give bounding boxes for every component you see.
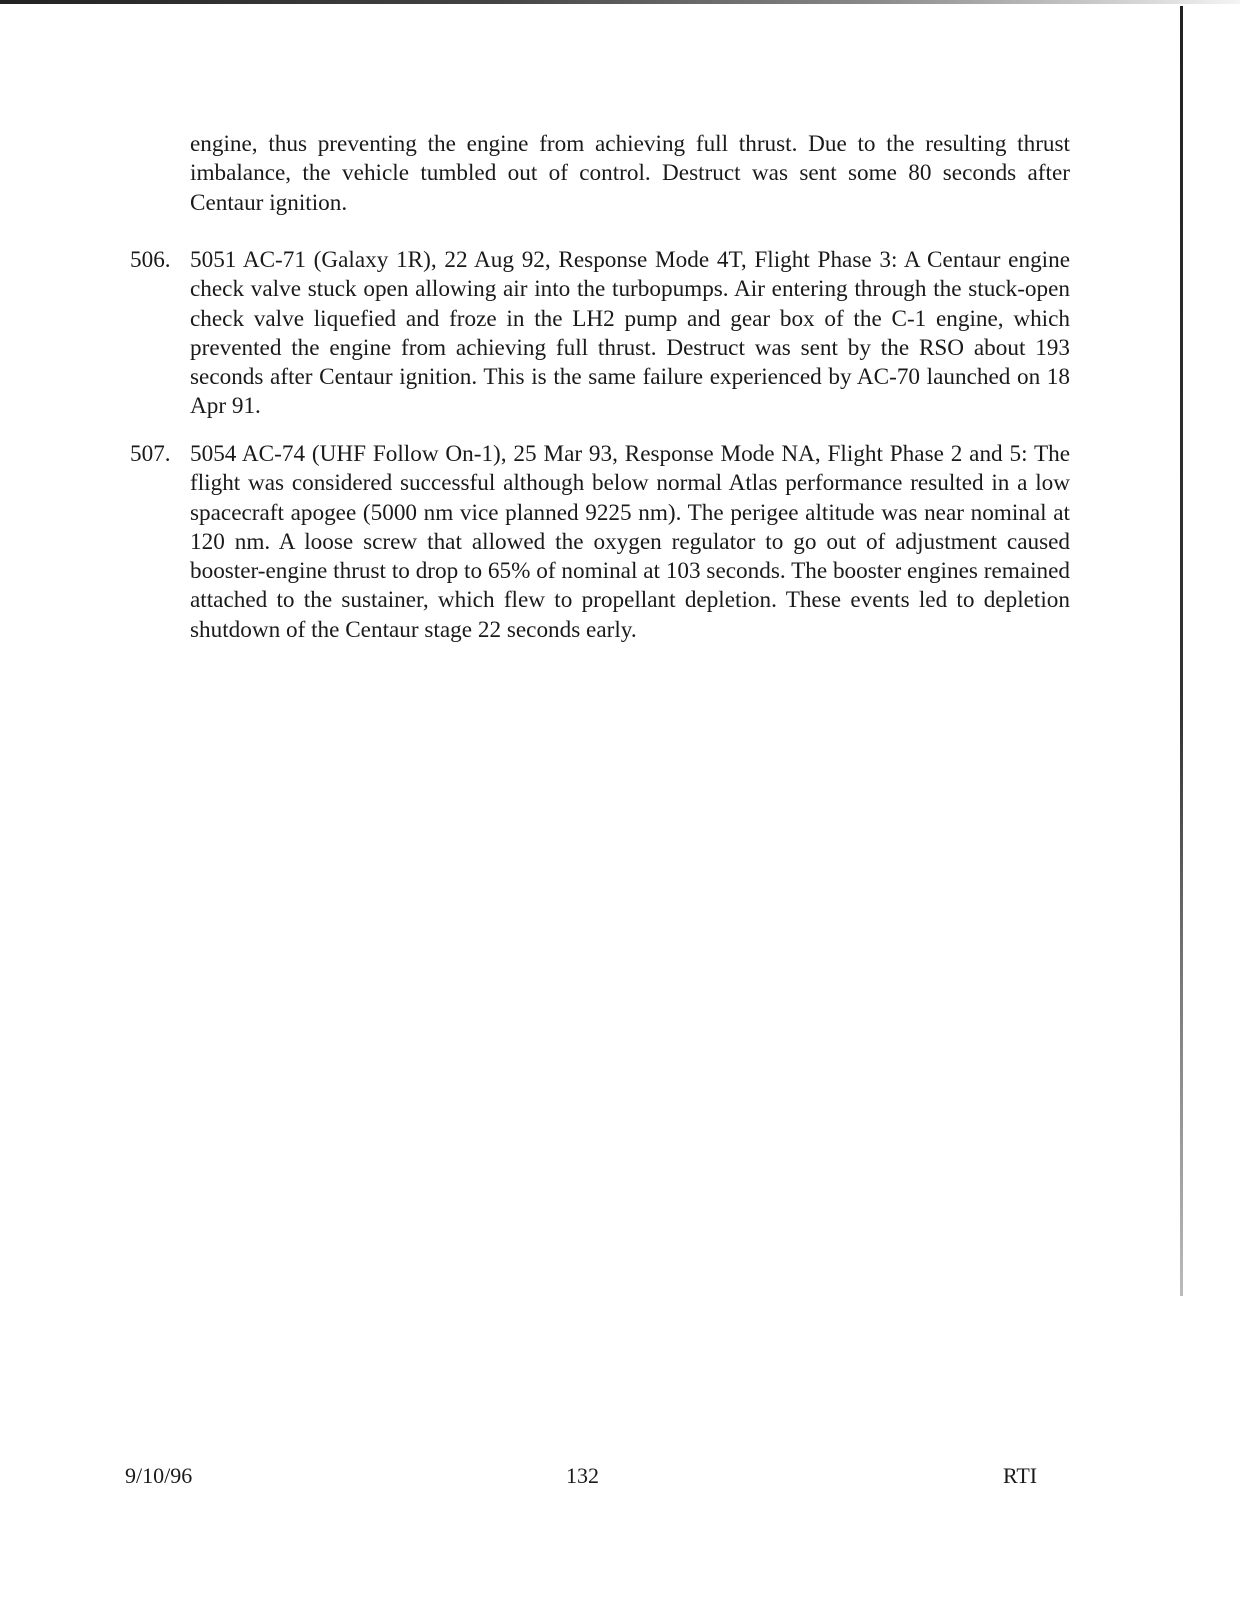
continuation-paragraph: engine, thus preventing the engine from achieving full thrust. Due to the resulting thrust imbalance, the vehicle tumbled out of control. Destruct was sent some 80 seconds after Centaur ignition.	[190, 131, 1070, 216]
item-text: 5054 AC-74 (UHF Follow On-1), 25 Mar 93, Response Mode NA, Flight Phase 2 and 5: The flight was considered successful although below normal Atlas performance resulted in a low spacecraft apogee (5000 nm vice planned 9225 nm). The perigee altitude was near nominal at 120 nm. A loose screw that allowed the oxygen regulator to go out of adjustment caused booster-engine thrust to drop to 65% of nominal at 103 seconds. The booster engines remained attached to the sustainer, which flew to propellant depletion. These events led to depletion shutdown of the Centaur stage 22 seconds early.	[190, 441, 1070, 643]
list-item	[130, 440, 1070, 645]
item-number: 507.	[130, 441, 171, 467]
scan-edge-top	[0, 0, 1240, 4]
footer-organization: RTI	[1003, 1463, 1038, 1488]
item-text: 5051 AC-71 (Galaxy 1R), 22 Aug 92, Response Mode 4T, Flight Phase 3: A Centaur engine check valve stuck open allowing air into the turbopumps. Air entering through the stuck-open check valve liquefied and froze in the LH2 pump and gear box of the C-1 engine, which prevented the engine from achieving full thrust. Destruct was sent by the RSO about 193 seconds after Centaur ignition. This is the same failure experienced by AC-70 launched on 18 Apr 91.	[190, 247, 1070, 420]
footer-page-number: 132	[566, 1463, 599, 1488]
list-item	[130, 246, 1070, 422]
footer-date: 9/10/96	[125, 1463, 193, 1488]
scan-edge-right	[1180, 6, 1183, 1296]
item-number: 506.	[130, 247, 171, 273]
